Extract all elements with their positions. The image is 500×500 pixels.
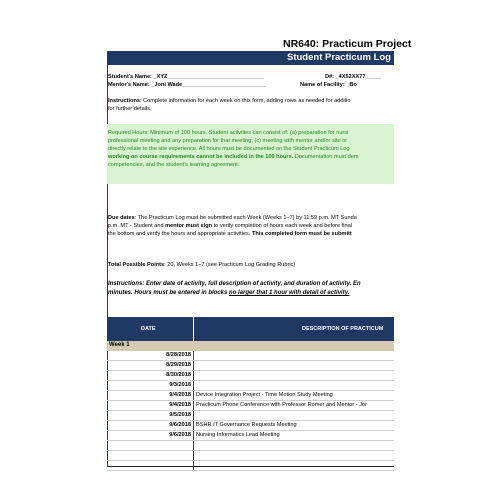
table-row[interactable] (107, 361, 394, 371)
date-column-header: DATE (141, 326, 156, 332)
date-cell[interactable] (107, 451, 194, 460)
points-label: Total Possible Points (108, 262, 165, 268)
date-cell[interactable]: 8/28/2018 (107, 351, 194, 360)
date-cell[interactable]: 9/6/2018 (107, 421, 194, 430)
description-column-header: DESCRIPTION OF PRACTICUM (302, 326, 384, 332)
table-row[interactable] (107, 411, 394, 421)
table-row[interactable] (107, 451, 394, 461)
student-id-label: D#: (325, 74, 335, 80)
date-cell[interactable]: 9/6/2018 (107, 431, 194, 440)
mentor-name-label: Mentor's Name: (108, 82, 150, 88)
date-cell[interactable] (107, 441, 194, 450)
description-cell[interactable]: BSHR IT Governance Requests Meeting (196, 422, 297, 428)
due-line-3: the bottom and verify the hours and appropriate activities. This completed form must be submitt (108, 231, 352, 237)
week-label: Week 1 (109, 342, 130, 348)
instructions-line-1: Instructions: Complete information for each week on this form, adding rows as needed for additio (108, 98, 351, 104)
due-line-2: p.m. MT - Student and mentor must sign to verify completion of hours each week and before final (108, 223, 352, 229)
table-row[interactable] (107, 401, 394, 411)
banner-title: Student Practicum Log (287, 52, 391, 63)
student-name-field[interactable]: _XYZ_______________________________ (151, 74, 264, 80)
description-cell[interactable]: Device Integration Project - Time Motion Study Meeting (196, 392, 333, 398)
description-cell[interactable]: Practicum Phone Conference with Professor Romer and Mentor - Jor (196, 402, 367, 408)
facility-label: Name of Facility: (300, 82, 345, 88)
table-row[interactable] (107, 421, 394, 431)
date-cell[interactable]: 9/3/2018 (107, 381, 194, 390)
table-bottom-border (107, 466, 394, 467)
week-1-header (107, 341, 394, 351)
mentor-name-field[interactable]: _Joni Wade___________________________ (149, 82, 267, 88)
activity-instructions-line-1: Instructions: Enter date of activity, full description of activity, and duration of activity. En (108, 281, 361, 287)
points-line: Total Possible Points: 20, Weeks 1–7 (see Practicum Log Grading Rubric) (108, 262, 296, 268)
student-id-field[interactable]: _4X52XX77_____ (334, 74, 381, 80)
table-row[interactable] (107, 351, 394, 361)
due-line-1: Due dates: The Practicum Log must be submitted each Week (Weeks 1–7) by 11:59 p.m. MT Sunda (108, 215, 357, 221)
table-header (107, 317, 394, 341)
table-row[interactable] (107, 381, 394, 391)
required-line-1: Required Hours: Minimum of 100 hours. Student activities can consist of: (a) preparation for nursi (108, 130, 349, 136)
table-row[interactable] (107, 441, 394, 451)
facility-row (300, 81, 357, 89)
table-row[interactable] (107, 431, 394, 441)
facility-field[interactable]: _Bo (344, 82, 357, 88)
required-line-5: competencies, and the student's learning agreement. (108, 162, 240, 168)
required-line-4: working on course requirements cannot be included in the 100 hours. Documentation must dem (108, 154, 359, 160)
date-cell[interactable]: 8/29/2018 (107, 361, 194, 370)
required-line-3: directly relate to the site experience. All hours must be documented on the Student Practicum Log (108, 146, 350, 152)
log-banner (107, 51, 394, 65)
student-id-row (325, 73, 381, 81)
mentor-name-row (108, 81, 266, 89)
instructions-line-2: for further details. (108, 106, 152, 112)
description-cell[interactable]: Nursing Informatics Lead Meeting (196, 432, 280, 438)
log-rows (107, 351, 394, 471)
table-row[interactable] (107, 371, 394, 381)
due-label: Due dates (108, 215, 135, 221)
instructions-label: Instructions (108, 98, 141, 104)
student-name-label: Student's Name: (108, 74, 152, 80)
table-row[interactable] (107, 391, 394, 401)
date-cell[interactable]: 8/30/2018 (107, 371, 194, 380)
date-cell[interactable]: 9/5/2018 (107, 411, 194, 420)
required-line-2: professional meeting and any preparation for that meeting; (c) meeting with mentor and/or site or (108, 138, 348, 144)
page-title: NR640: Practicum Project (283, 38, 412, 50)
date-cell[interactable]: 9/4/2018 (107, 391, 194, 400)
date-cell[interactable]: 9/4/2018 (107, 401, 194, 410)
activity-instructions-line-2: minutes. Hours must be entered in blocks no larger that 1 hour with detail of activity. (108, 290, 350, 296)
student-name-row (108, 73, 264, 81)
